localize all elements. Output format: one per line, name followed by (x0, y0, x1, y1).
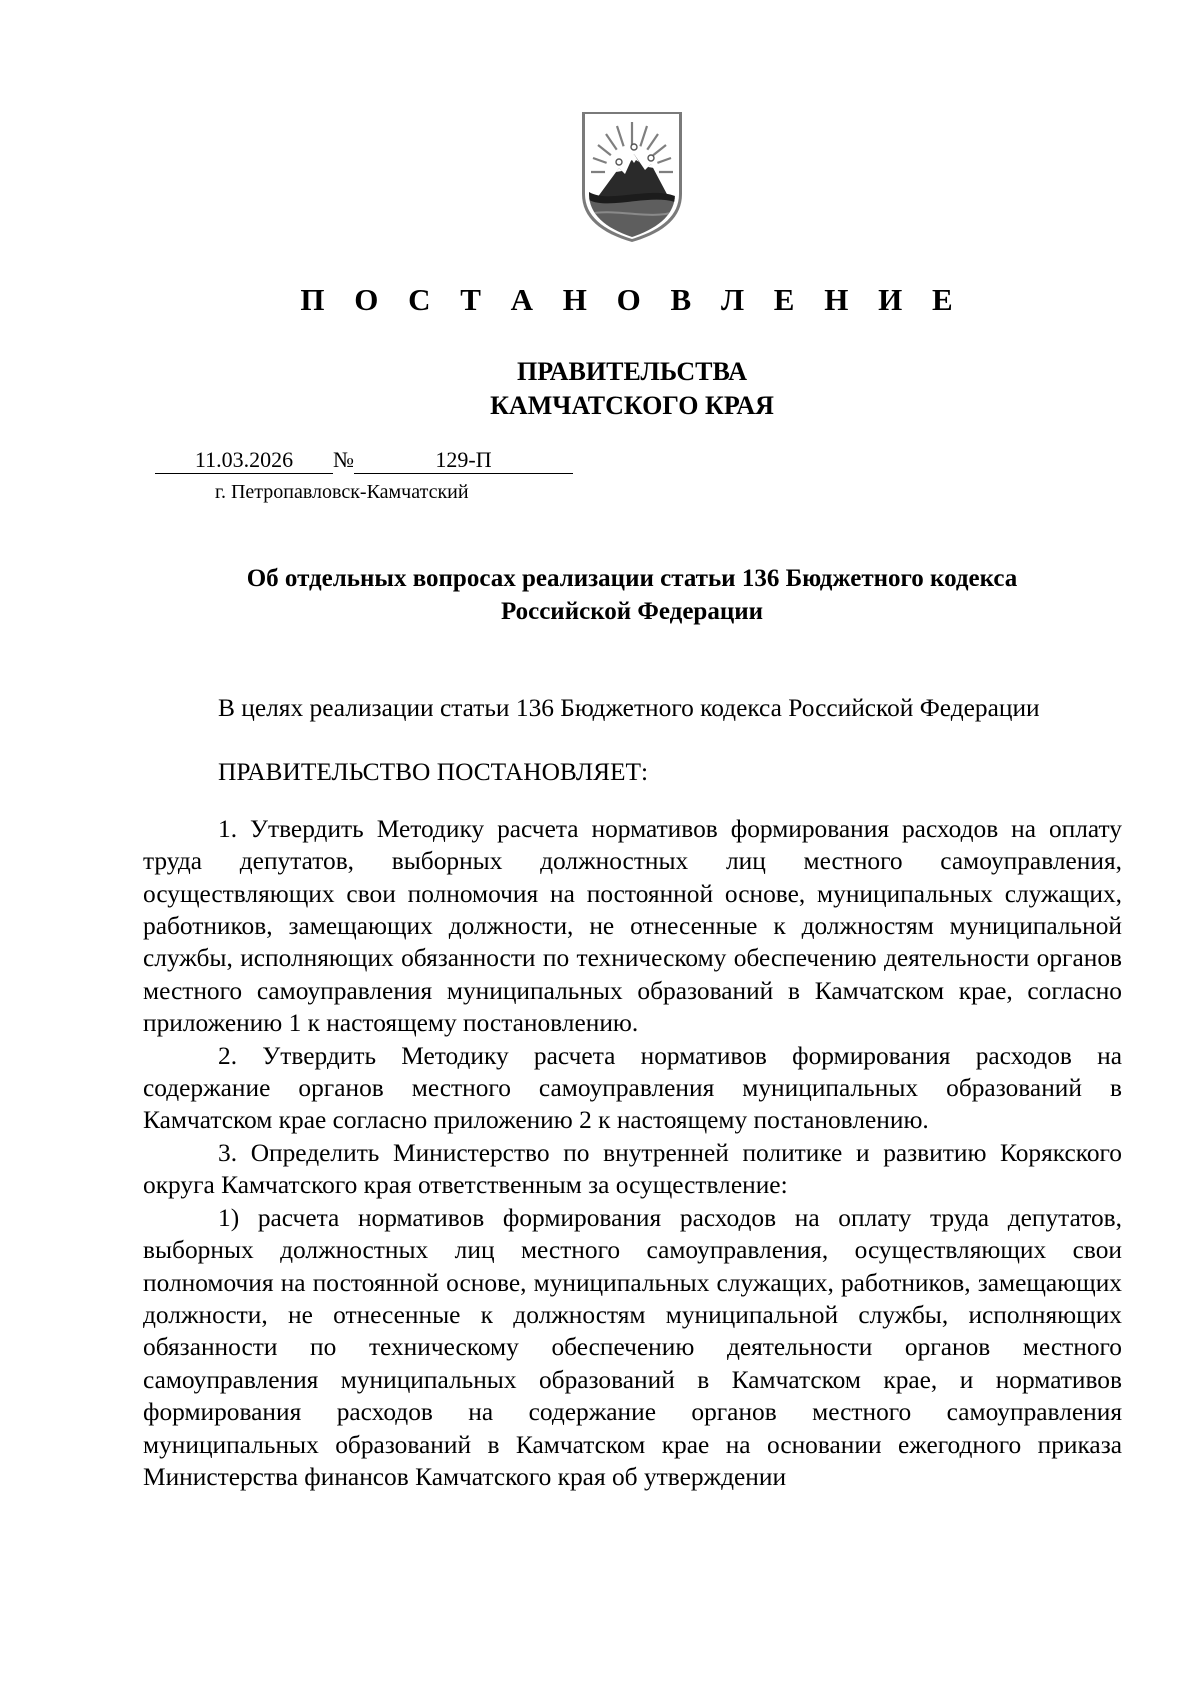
document-number: 129-П (354, 447, 573, 474)
document-date: 11.03.2026 (155, 447, 333, 474)
authority-name-line2: КАМЧАТСКОГО КРАЯ (490, 391, 774, 420)
clause-paragraph: 3. Определить Министерство по внутренней политике и развитию Корякского округа Камчатского края ответственным за осуществление: (143, 1138, 1122, 1200)
document-title-line1: Об отдельных вопросах реализации статьи 136 Бюджетного кодекса (246, 565, 1018, 592)
date-number-line (155, 446, 573, 474)
city-name: г. Петропавловск-Камчатский (215, 481, 469, 503)
document-title-line2: Российской Федерации (500, 598, 764, 625)
preamble-paragraph: В целях реализации статьи 136 Бюджетного кодекса Российской Федерации (218, 694, 1040, 722)
document-body (143, 692, 1122, 1493)
clause-paragraph: 1. Утвердить Методику расчета нормативов формирования расходов на оплату труда депутатов, выборных должностных лиц местного самоуправления, осуществляющих свои полномочия на постоянной основе, муниципальных служащих, работников, замещающих должности, не отнесенные к должностям муниципальной службы, исполняющих обязанности по техническому обеспечению деятельности органов местного самоуправления муниципальных образований в Камчатском крае, согласно приложению 1 к настоящему постановлению. (143, 814, 1122, 1038)
clause-paragraph: 2. Утвердить Методику расчета нормативов формирования расходов на содержание органов местного самоуправления муниципальных образований в Камчатском крае согласно приложению 2 к настоящему постановлению. (143, 1041, 1122, 1135)
resolves-heading: ПРАВИТЕЛЬСТВО ПОСТАНОВЛЯЕТ: (218, 758, 649, 787)
document-type-heading: П О С Т А Н О В Л Е Н И Е (300, 282, 964, 317)
coat-of-arms-icon (579, 110, 685, 243)
subclause-paragraph: 1) расчета нормативов формирования расходов на оплату труда депутатов, выборных должностных лиц местного самоуправления, осуществляющих свои полномочия на постоянной основе, муниципальных служащих, работников, замещающих должности, не отнесенные к должностям муниципальной службы, исполняющих обязанности по техническому обеспечению деятельности органов местного самоуправления муниципальных образований в Камчатском крае, и нормативов формирования расходов на содержание органов местного самоуправления муниципальных образований в Камчатском крае на основании ежегодного приказа Министерства финансов Камчатского края об утверждении (143, 1203, 1122, 1491)
number-sign: № (333, 447, 354, 472)
authority-name-line1: ПРАВИТЕЛЬСТВА (517, 357, 747, 386)
